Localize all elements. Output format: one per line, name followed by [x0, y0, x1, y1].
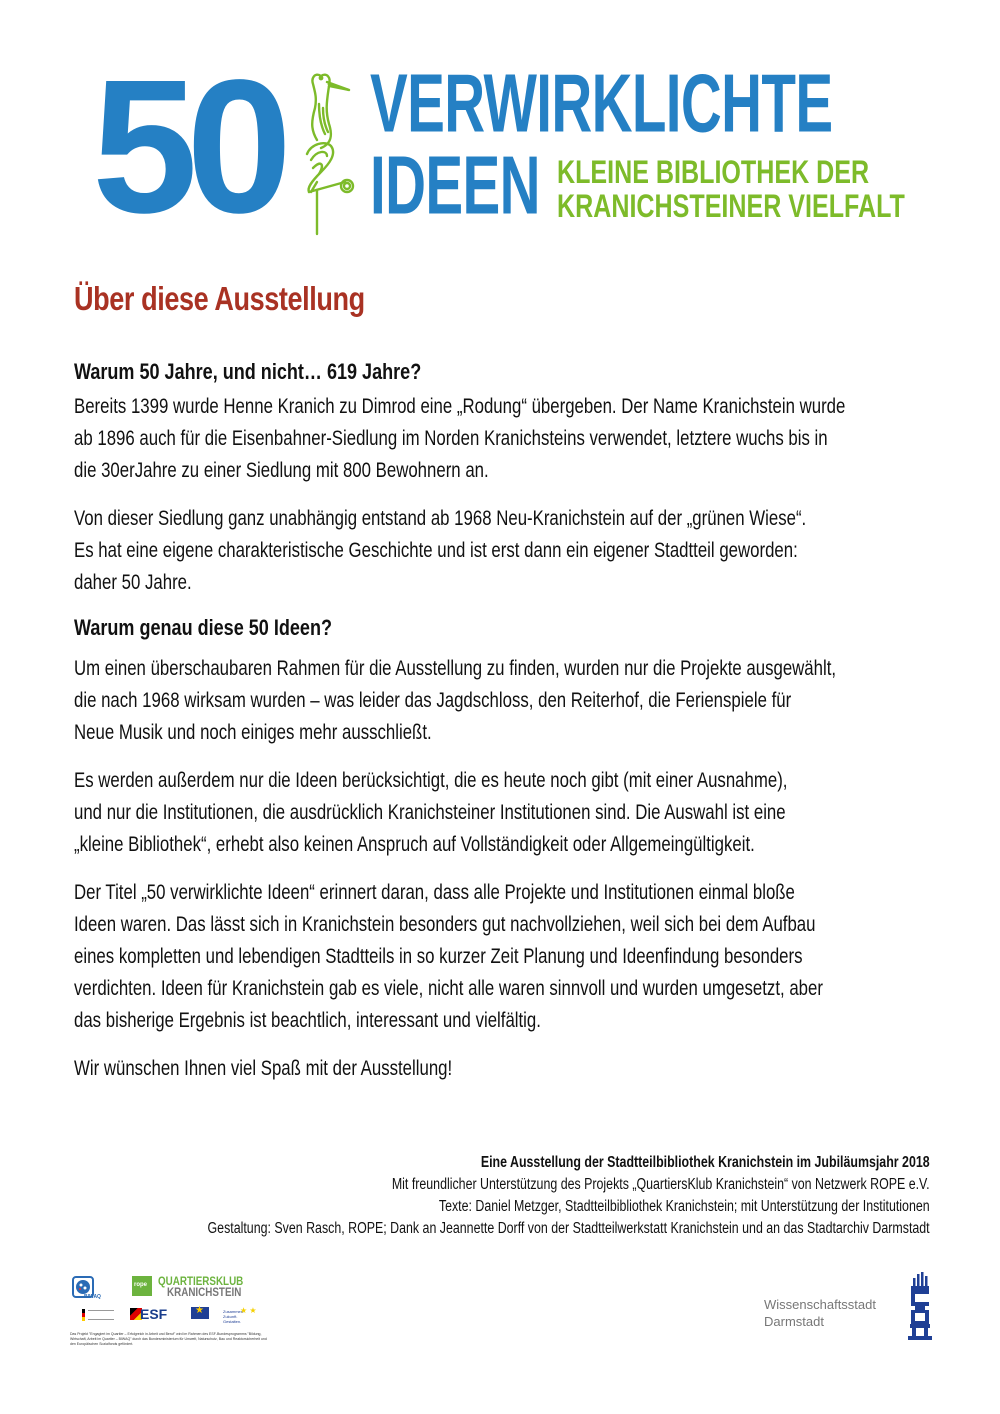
credit-support: Mit freundlicher Unterstützung des Projekts „QuartiersKlub Kranichstein“ von Netzwerk ROPE e.V.: [392, 1176, 930, 1193]
text-line: Um einen überschaubaren Rahmen für die Ausstellung zu finden, wurden nur die Projekte ausgewählt,: [74, 657, 837, 680]
text-line: die 30erJahre zu einer Siedlung mit 800 Bewohnern an.: [74, 459, 489, 482]
stars-icon: ★ ★: [240, 1306, 257, 1315]
funding-logos: [70, 1306, 270, 1330]
text-line: Der Titel „50 verwirklichte Ideen“ erinnert daran, dass alle Projekte und Institutionen einmal bloße: [74, 881, 795, 904]
text-line: Es hat eine eigene charakteristische Geschichte und ist erst dann ein eigener Stadtteil geworden:: [74, 539, 798, 562]
text-line: verdichten. Ideen für Kranichstein gab es viele, nicht alle waren sinnvoll und wurden umgesetzt, aber: [74, 977, 823, 1000]
text-line: und nur die Institutionen, die ausdrücklich Kranichsteiner Institutionen sind. Die Auswahl ist eine: [74, 801, 786, 824]
credit-exhibition: Eine Ausstellung der Stadtteilbibliothek Kranichstein im Jubiläumsjahr 2018: [481, 1154, 930, 1171]
crane-icon: [297, 64, 359, 236]
text-line: Neue Musik und noch einiges mehr ausschließt.: [74, 721, 432, 744]
darmstadt-tower-icon: [908, 1272, 932, 1340]
exhibition-logo: [0, 0, 1000, 260]
federal-eagle-icon: [82, 1309, 85, 1321]
quartiersklub-line-1: QUARTIERSKLUB: [158, 1274, 244, 1288]
section-heading: Warum genau diese 50 Ideen?: [74, 615, 332, 640]
paragraph: [74, 503, 934, 615]
logo-title-line-1: VERWIRKLICHTE: [370, 57, 833, 150]
credit-design: Gestaltung: Sven Rasch, ROPE; Dank an Jeannette Dorff von der Stadtteilwerkstatt Kranichstein und an das Stadtarchiv Darmstadt: [207, 1220, 930, 1237]
text-line: die nach 1968 wirksam wurden – was leider das Jagdschloss, den Reiterhof, die Ferienspiele für: [74, 689, 792, 712]
rope-logo-icon: [132, 1276, 152, 1296]
biwaq-label: BIWAQ: [84, 1294, 101, 1300]
closing-paragraph: [74, 1053, 934, 1085]
text-line: eines kompletten und lebendigen Stadtteils in so kurzer Zeit Planung und Ideenfindung besonders: [74, 945, 803, 968]
darmstadt-label-line-2: Darmstadt: [764, 1314, 824, 1329]
text-line: „kleine Bibliothek“, erhebt also keinen Anspruch auf Vollständigkeit oder Allgemeingültigkeit.: [74, 833, 755, 856]
logo-subtitle-line-1: KLEINE BIBLIOTHEK DER: [557, 155, 870, 191]
paragraph: [74, 391, 934, 503]
text-line: Bereits 1399 wurde Henne Kranich zu Dimrod eine „Rodung“ übergeben. Der Name Kranichstein wurde: [74, 395, 846, 418]
text-line: Von dieser Siedlung ganz unabhängig entstand ab 1968 Neu-Kranichstein auf der „grünen Wiese“.: [74, 507, 807, 530]
rope-label: rope: [134, 1282, 148, 1288]
eu-flag-icon: [191, 1307, 209, 1319]
zz-label: Zusammen. Zukunft. Gestalten.: [223, 1309, 245, 1324]
main-content: [74, 280, 934, 1085]
logo-subtitle-line-2: KRANICHSTEINER VIELFALT: [557, 189, 905, 225]
esf-label: ESF: [140, 1306, 168, 1322]
funding-fine-print: Das Projekt "Engagiert im Quartier – Erfolgreich in Arbeit und Beruf" wird im Rahmen des ESF-Bundesprogramms "Bildung, Wirtschaft, Arbeit im Quartier – BIWAQ" durch das Bundesministerium für Umwelt, Naturschutz, Bau und Reaktorsicherheit und den Europäischen Sozialfonds gefördert.: [70, 1332, 267, 1346]
darmstadt-label-line-1: Wissenschaftsstadt: [764, 1297, 876, 1312]
text-line: Es werden außerdem nur die Ideen berücksichtigt, die es heute noch gibt (mit einer Ausnahme),: [74, 769, 788, 792]
text-line: das bisherige Ergebnis ist beachtlich, interessant und vielfältig.: [74, 1009, 541, 1032]
paragraph: [74, 877, 934, 1053]
credit-texts: Texte: Daniel Metzger, Stadtteilbibliothek Kranichstein; mit Unterstützung der Institutionen: [439, 1198, 930, 1215]
credits: [27, 1152, 930, 1240]
sponsor-logos: [70, 1272, 270, 1362]
text-line: daher 50 Jahre.: [74, 571, 192, 594]
paragraph: [74, 765, 934, 877]
logo-title-line-2: IDEEN: [370, 139, 540, 232]
section-heading: Warum 50 Jahre, und nicht… 619 Jahre?: [74, 359, 422, 384]
darmstadt-label: [764, 1296, 876, 1330]
ministry-label: [88, 1310, 114, 1320]
page-title: Über diese Ausstellung: [74, 280, 365, 317]
text-line: Ideen waren. Das lässt sich in Kranichstein besonders gut nachvollziehen, weil sich bei dem Aufbau: [74, 913, 816, 936]
logo-subtitle: [557, 156, 905, 224]
logo-number: 50: [92, 40, 281, 253]
text-line: Wir wünschen Ihnen viel Spaß mit der Ausstellung!: [74, 1057, 453, 1080]
paragraph: [74, 653, 934, 765]
darmstadt-logo: [760, 1272, 940, 1352]
quartiersklub-line-2: KRANICHSTEIN: [167, 1285, 242, 1299]
text-line: ab 1896 auch für die Eisenbahner-Siedlung im Norden Kranichsteins verwendet, letztere wuchs bis in: [74, 427, 828, 450]
